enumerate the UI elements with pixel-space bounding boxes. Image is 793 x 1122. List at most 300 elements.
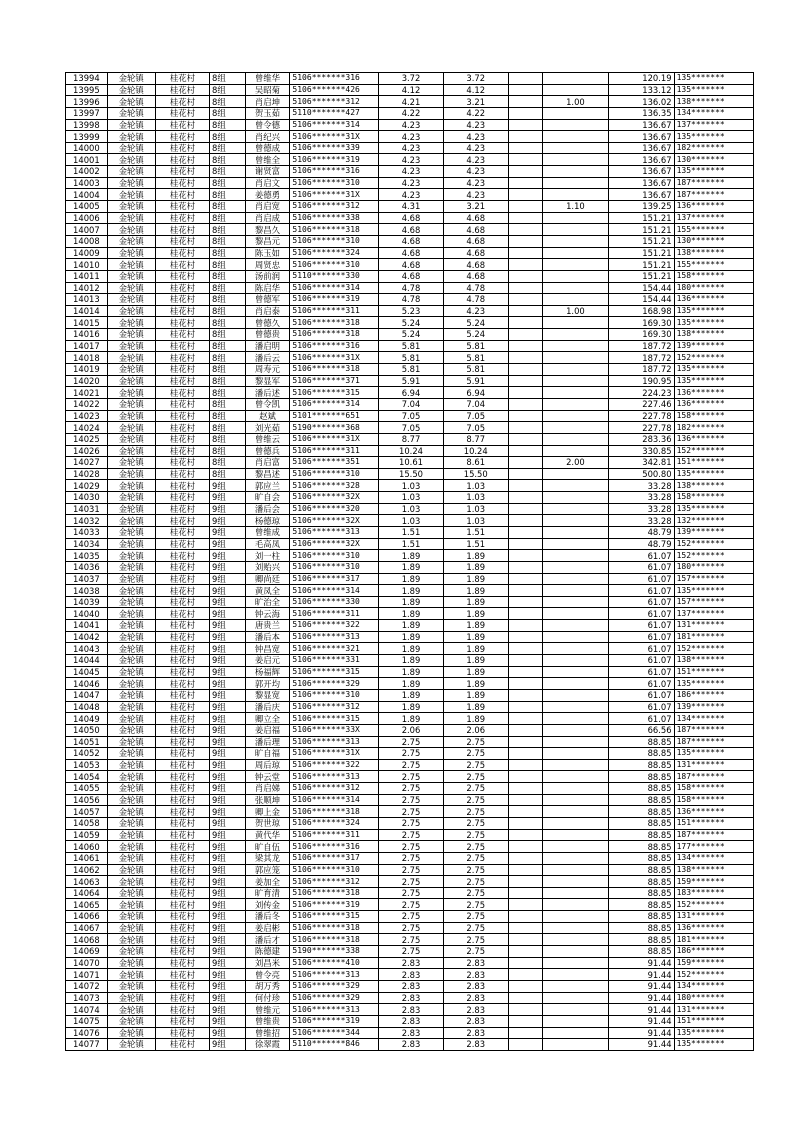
seq-cell: 14028 [66,468,108,480]
phone-cell: 134******* [674,107,753,119]
table-row [66,480,754,492]
area-b-cell: 4.68 [443,224,508,236]
seq-cell: 14026 [66,445,108,457]
seq-cell: 14076 [66,1027,108,1039]
area-c-cell [543,224,609,236]
name-cell: 曾令凯 [245,398,290,410]
area-c-cell [543,375,609,387]
area-b-cell: 3.21 [443,96,508,108]
phone-cell: 138******* [674,96,753,108]
area-c-cell [543,550,609,562]
id-cell: 5106*******410 [290,957,379,969]
phone-cell: 130******* [674,154,753,166]
amount-cell: 88.85 [608,783,674,795]
village-cell: 桂花村 [155,189,209,201]
seq-cell: 13997 [66,107,108,119]
area-a-cell: 1.89 [379,561,444,573]
group-cell: 9组 [210,736,245,748]
area-a-cell: 2.83 [379,1015,444,1027]
seq-cell: 13998 [66,119,108,131]
area-c-cell [543,247,609,259]
phone-cell: 187******* [674,724,753,736]
id-cell: 5106*******310 [290,468,379,480]
area-c-cell [543,631,609,643]
area-b-cell: 8.77 [443,433,508,445]
seq-cell: 14040 [66,608,108,620]
id-cell: 5106*******311 [290,829,379,841]
table-row [66,899,754,911]
village-cell: 桂花村 [155,829,209,841]
amount-cell: 88.85 [608,748,674,760]
area-a-cell: 4.23 [379,142,444,154]
table-row [66,468,754,480]
area-a-cell: 6.94 [379,387,444,399]
blank-cell [508,911,542,923]
group-cell: 8组 [210,457,245,469]
name-cell: 刘光茹 [245,422,290,434]
amount-cell: 91.44 [608,969,674,981]
area-a-cell: 1.03 [379,492,444,504]
area-a-cell: 1.89 [379,713,444,725]
area-b-cell: 2.75 [443,911,508,923]
name-cell: 黄代华 [245,829,290,841]
village-cell: 桂花村 [155,736,209,748]
group-cell: 9组 [210,666,245,678]
village-cell: 桂花村 [155,573,209,585]
table-row [66,818,754,830]
id-cell: 5106*******31X [290,131,379,143]
area-c-cell [543,294,609,306]
area-a-cell: 4.23 [379,189,444,201]
village-cell: 桂花村 [155,142,209,154]
town-cell: 金轮镇 [107,608,155,620]
blank-cell [508,922,542,934]
blank-cell [508,107,542,119]
id-cell: 5106*******315 [290,911,379,923]
seq-cell: 14053 [66,759,108,771]
name-cell: 汤前润 [245,270,290,282]
area-c-cell [543,503,609,515]
id-cell: 5106*******324 [290,818,379,830]
group-cell: 9组 [210,526,245,538]
area-a-cell: 2.83 [379,992,444,1004]
blank-cell [508,526,542,538]
phone-cell: 158******* [674,492,753,504]
area-b-cell: 4.23 [443,189,508,201]
name-cell: 曾维贵 [245,1015,290,1027]
id-cell: 5106*******331 [290,655,379,667]
table-row [66,538,754,550]
name-cell: 旷育清 [245,887,290,899]
town-cell: 金轮镇 [107,492,155,504]
area-b-cell: 1.89 [443,550,508,562]
area-b-cell: 2.83 [443,1015,508,1027]
group-cell: 8组 [210,247,245,259]
town-cell: 金轮镇 [107,1027,155,1039]
town-cell: 金轮镇 [107,759,155,771]
group-cell: 9组 [210,957,245,969]
seq-cell: 14013 [66,294,108,306]
seq-cell: 14067 [66,922,108,934]
blank-cell [508,445,542,457]
blank-cell [508,352,542,364]
village-cell: 桂花村 [155,550,209,562]
area-c-cell [543,911,609,923]
phone-cell: 152******* [674,969,753,981]
group-cell: 9组 [210,561,245,573]
phone-cell: 138******* [674,329,753,341]
seq-cell: 14048 [66,701,108,713]
group-cell: 8组 [210,212,245,224]
name-cell: 唐贵兰 [245,620,290,632]
town-cell: 金轮镇 [107,259,155,271]
id-cell: 5106*******314 [290,794,379,806]
area-b-cell: 1.51 [443,526,508,538]
name-cell: 徐翠霞 [245,1039,290,1051]
area-a-cell: 1.89 [379,550,444,562]
area-b-cell: 3.72 [443,73,508,85]
area-c-cell [543,189,609,201]
area-a-cell: 1.89 [379,655,444,667]
id-cell: 5110*******427 [290,107,379,119]
group-cell: 8组 [210,154,245,166]
table-row [66,270,754,282]
area-c-cell [543,317,609,329]
group-cell: 9组 [210,573,245,585]
phone-cell: 138******* [674,864,753,876]
table-row [66,759,754,771]
village-cell: 桂花村 [155,992,209,1004]
village-cell: 桂花村 [155,608,209,620]
seq-cell: 14071 [66,969,108,981]
table-row [66,666,754,678]
phone-cell: 137******* [674,212,753,224]
table-row [66,201,754,213]
name-cell: 曾德成 [245,142,290,154]
village-cell: 桂花村 [155,596,209,608]
name-cell: 吴昭菊 [245,84,290,96]
area-c-cell [543,422,609,434]
group-cell: 9组 [210,864,245,876]
name-cell: 姜启彬 [245,922,290,934]
id-cell: 5106*******318 [290,224,379,236]
seq-cell: 14073 [66,992,108,1004]
id-cell: 5106*******319 [290,154,379,166]
phone-cell: 187******* [674,771,753,783]
town-cell: 金轮镇 [107,317,155,329]
seq-cell: 14021 [66,387,108,399]
group-cell: 8组 [210,177,245,189]
area-c-cell [543,259,609,271]
blank-cell [508,748,542,760]
blank-cell [508,329,542,341]
name-cell: 陈启华 [245,282,290,294]
name-cell: 黄凤全 [245,585,290,597]
town-cell: 金轮镇 [107,643,155,655]
area-a-cell: 5.23 [379,305,444,317]
phone-cell: 137******* [674,608,753,620]
group-cell: 9组 [210,643,245,655]
blank-cell [508,876,542,888]
village-cell: 桂花村 [155,655,209,667]
village-cell: 桂花村 [155,177,209,189]
phone-cell: 158******* [674,410,753,422]
group-cell: 9组 [210,550,245,562]
area-c-cell [543,270,609,282]
area-b-cell: 2.83 [443,1004,508,1016]
group-cell: 9组 [210,922,245,934]
name-cell: 潘后庆 [245,701,290,713]
amount-cell: 61.07 [608,643,674,655]
group-cell: 9组 [210,655,245,667]
area-b-cell: 2.75 [443,759,508,771]
blank-cell [508,794,542,806]
town-cell: 金轮镇 [107,736,155,748]
area-a-cell: 2.83 [379,980,444,992]
name-cell: 杨福辉 [245,666,290,678]
area-a-cell: 1.89 [379,573,444,585]
phone-cell: 136******* [674,387,753,399]
blank-cell [508,387,542,399]
phone-cell: 158******* [674,270,753,282]
group-cell: 9组 [210,678,245,690]
area-c-cell [543,154,609,166]
amount-cell: 139.25 [608,201,674,213]
name-cell: 梁其龙 [245,852,290,864]
blank-cell [508,375,542,387]
area-c-cell [543,806,609,818]
village-cell: 桂花村 [155,503,209,515]
amount-cell: 91.44 [608,992,674,1004]
area-a-cell: 1.89 [379,631,444,643]
amount-cell: 136.67 [608,119,674,131]
blank-cell [508,887,542,899]
seq-cell: 14038 [66,585,108,597]
seq-cell: 14057 [66,806,108,818]
amount-cell: 151.21 [608,224,674,236]
area-a-cell: 4.78 [379,294,444,306]
group-cell: 8组 [210,235,245,247]
village-cell: 桂花村 [155,526,209,538]
area-a-cell: 4.68 [379,212,444,224]
name-cell: 周后琼 [245,759,290,771]
town-cell: 金轮镇 [107,340,155,352]
town-cell: 金轮镇 [107,818,155,830]
area-c-cell [543,887,609,899]
phone-cell: 134******* [674,713,753,725]
town-cell: 金轮镇 [107,177,155,189]
area-a-cell: 4.23 [379,177,444,189]
amount-cell: 88.85 [608,864,674,876]
town-cell: 金轮镇 [107,1004,155,1016]
phone-cell: 181******* [674,631,753,643]
area-c-cell [543,177,609,189]
id-cell: 5106*******318 [290,806,379,818]
area-a-cell: 4.21 [379,96,444,108]
seq-cell: 14001 [66,154,108,166]
table-row [66,73,754,85]
name-cell: 姜加全 [245,876,290,888]
id-cell: 5106*******31X [290,748,379,760]
area-b-cell: 2.75 [443,887,508,899]
blank-cell [508,631,542,643]
area-b-cell: 1.89 [443,631,508,643]
id-cell: 5106*******32X [290,538,379,550]
town-cell: 金轮镇 [107,201,155,213]
area-a-cell: 4.23 [379,119,444,131]
phone-cell: 135******* [674,585,753,597]
area-b-cell: 1.03 [443,515,508,527]
area-a-cell: 2.75 [379,899,444,911]
area-a-cell: 7.05 [379,422,444,434]
phone-cell: 186******* [674,946,753,958]
name-cell: 肖启宽 [245,201,290,213]
group-cell: 8组 [210,375,245,387]
area-a-cell: 3.72 [379,73,444,85]
phone-cell: 157******* [674,573,753,585]
area-b-cell: 1.89 [443,596,508,608]
blank-cell [508,84,542,96]
blank-cell [508,946,542,958]
phone-cell: 136******* [674,806,753,818]
table-row [66,142,754,154]
seq-cell: 14035 [66,550,108,562]
town-cell: 金轮镇 [107,724,155,736]
area-a-cell: 4.23 [379,166,444,178]
town-cell: 金轮镇 [107,107,155,119]
area-a-cell: 5.81 [379,352,444,364]
amount-cell: 151.21 [608,247,674,259]
blank-cell [508,771,542,783]
name-cell: 曾维云 [245,433,290,445]
table-row [66,177,754,189]
table-row [66,189,754,201]
village-cell: 桂花村 [155,1015,209,1027]
amount-cell: 61.07 [608,596,674,608]
blank-cell [508,247,542,259]
village-cell: 桂花村 [155,96,209,108]
village-cell: 桂花村 [155,329,209,341]
village-cell: 桂花村 [155,73,209,85]
town-cell: 金轮镇 [107,655,155,667]
town-cell: 金轮镇 [107,96,155,108]
area-c-cell: 2.00 [543,457,609,469]
village-cell: 桂花村 [155,352,209,364]
phone-cell: 181******* [674,934,753,946]
area-c-cell [543,608,609,620]
area-a-cell: 2.75 [379,922,444,934]
name-cell: 肖启泰 [245,305,290,317]
table-row [66,724,754,736]
group-cell: 8组 [210,433,245,445]
area-a-cell: 4.68 [379,247,444,259]
area-c-cell: 1.00 [543,96,609,108]
id-cell: 5106*******31X [290,352,379,364]
amount-cell: 88.85 [608,922,674,934]
phone-cell: 131******* [674,759,753,771]
amount-cell: 91.44 [608,957,674,969]
name-cell: 郭开均 [245,678,290,690]
group-cell: 9组 [210,515,245,527]
village-cell: 桂花村 [155,538,209,550]
phone-cell: 151******* [674,1015,753,1027]
area-c-cell [543,643,609,655]
blank-cell [508,468,542,480]
area-a-cell: 5.24 [379,329,444,341]
id-cell: 5106*******351 [290,457,379,469]
village-cell: 桂花村 [155,515,209,527]
town-cell: 金轮镇 [107,457,155,469]
area-c-cell [543,620,609,632]
area-c-cell [543,1027,609,1039]
town-cell: 金轮镇 [107,596,155,608]
phone-cell: 159******* [674,957,753,969]
area-a-cell: 1.03 [379,480,444,492]
seq-cell: 13996 [66,96,108,108]
table-row [66,259,754,271]
village-cell: 桂花村 [155,759,209,771]
town-cell: 金轮镇 [107,270,155,282]
group-cell: 9组 [210,783,245,795]
blank-cell [508,1004,542,1016]
town-cell: 金轮镇 [107,992,155,1004]
id-cell: 5106*******344 [290,1027,379,1039]
seq-cell: 14005 [66,201,108,213]
id-cell: 5106*******310 [290,259,379,271]
blank-cell [508,131,542,143]
amount-cell: 88.85 [608,899,674,911]
area-b-cell: 2.75 [443,864,508,876]
phone-cell: 187******* [674,177,753,189]
town-cell: 金轮镇 [107,73,155,85]
amount-cell: 61.07 [608,561,674,573]
table-row [66,410,754,422]
blank-cell [508,73,542,85]
group-cell: 8组 [210,294,245,306]
name-cell: 肖启富 [245,457,290,469]
area-c-cell [543,829,609,841]
group-cell: 8组 [210,259,245,271]
id-cell: 5106*******314 [290,282,379,294]
area-c-cell [543,678,609,690]
amount-cell: 88.85 [608,806,674,818]
seq-cell: 14025 [66,433,108,445]
blank-cell [508,410,542,422]
village-cell: 桂花村 [155,946,209,958]
area-c-cell: 1.00 [543,305,609,317]
group-cell: 8组 [210,387,245,399]
area-b-cell: 2.75 [443,736,508,748]
area-c-cell [543,492,609,504]
name-cell: 姜启元 [245,655,290,667]
area-b-cell: 1.89 [443,701,508,713]
name-cell: 姜启福 [245,724,290,736]
phone-cell: 135******* [674,1039,753,1051]
seq-cell: 13994 [66,73,108,85]
town-cell: 金轮镇 [107,573,155,585]
amount-cell: 61.07 [608,666,674,678]
amount-cell: 61.07 [608,701,674,713]
seq-cell: 14034 [66,538,108,550]
blank-cell [508,852,542,864]
seq-cell: 14051 [66,736,108,748]
seq-cell: 14042 [66,631,108,643]
area-a-cell: 15.50 [379,468,444,480]
area-b-cell: 1.89 [443,713,508,725]
name-cell: 曾令亮 [245,969,290,981]
id-cell: 5101*******651 [290,410,379,422]
group-cell: 8组 [210,96,245,108]
